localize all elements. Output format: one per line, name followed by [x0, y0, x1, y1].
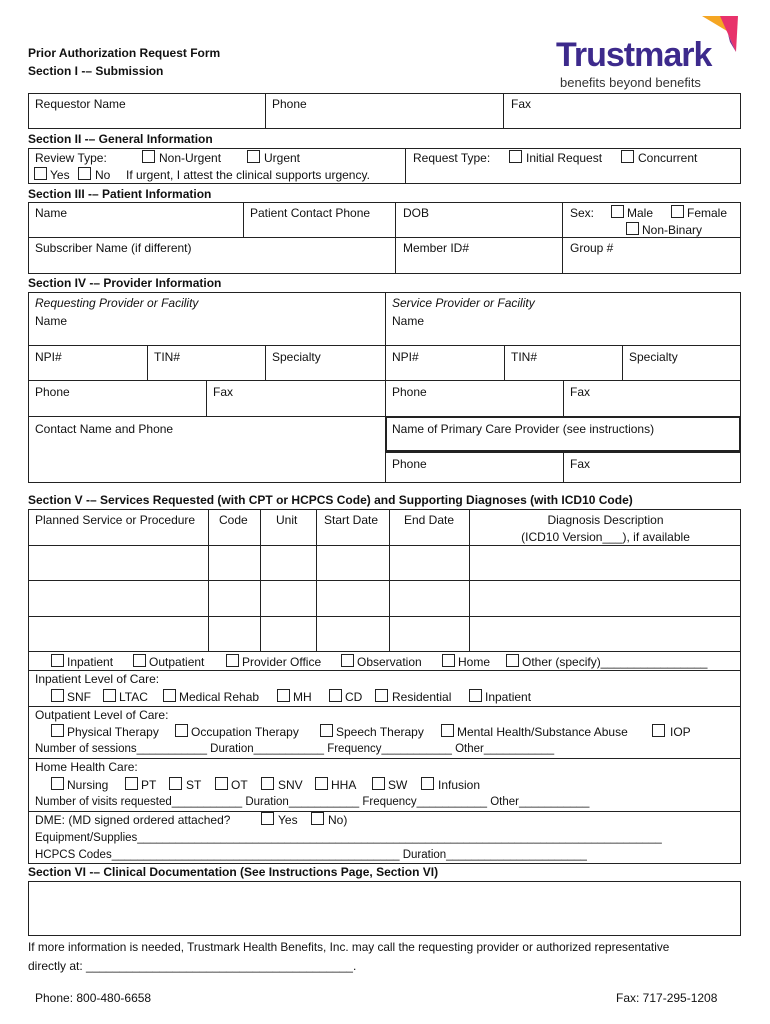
urgent-label: Urgent — [264, 151, 301, 165]
pcp-fax-field[interactable]: Fax — [570, 457, 591, 471]
male-label: Male — [627, 206, 654, 220]
place-observation-checkbox[interactable] — [341, 654, 354, 667]
clinical-documentation-field[interactable] — [28, 881, 741, 936]
mh-checkbox[interactable] — [277, 689, 290, 702]
service-provider-heading: Service Provider or Facility — [392, 296, 535, 310]
place-outpatient-checkbox[interactable] — [133, 654, 146, 667]
mental-health-checkbox[interactable] — [441, 724, 454, 737]
trustmark-logo — [552, 12, 742, 92]
contact-name-field[interactable]: Contact Name and Phone — [35, 422, 174, 436]
speech-therapy-checkbox[interactable] — [320, 724, 333, 737]
urgent-checkbox[interactable] — [247, 150, 260, 163]
residential-checkbox[interactable] — [375, 689, 388, 702]
col-diagnosis-version: (ICD10 Version___), if available — [521, 530, 690, 544]
footer-note-line1: If more information is needed, Trustmark Health Benefits, Inc. may call the requesting provider or authorized representative — [28, 940, 670, 954]
snv-label: SNV — [278, 778, 303, 792]
requesting-phone-field[interactable]: Phone — [35, 385, 70, 399]
speech-therapy-label: Speech Therapy — [336, 725, 424, 739]
residential-label: Residential — [392, 690, 452, 704]
dme-yes-label: Yes — [278, 813, 298, 827]
occupation-therapy-checkbox[interactable] — [175, 724, 188, 737]
section5-title: Section V -– Services Requested (with CPT or HCPCS Code) and Supporting Diagnoses (with ICD10 Code) — [28, 493, 633, 507]
footer-fax: Fax: 717-295-1208 — [616, 991, 718, 1005]
requesting-provider-heading: Requesting Provider or Facility — [35, 296, 199, 310]
outpatient-level-label: Outpatient Level of Care: — [35, 708, 169, 722]
subscriber-name-field[interactable]: Subscriber Name (if different) — [35, 241, 192, 255]
dob-field[interactable]: DOB — [403, 206, 430, 220]
ltac-label: LTAC — [119, 690, 148, 704]
initial-request-label: Initial Request — [526, 151, 603, 165]
non-urgent-checkbox[interactable] — [142, 150, 155, 163]
footer-phone: Phone: 800-480-6658 — [35, 991, 152, 1005]
patient-name-field[interactable]: Name — [35, 206, 68, 220]
dme-no-checkbox[interactable] — [311, 812, 324, 825]
group-field[interactable]: Group # — [570, 241, 614, 255]
section4-title: Section IV -– Provider Information — [28, 276, 222, 290]
patient-phone-field[interactable]: Patient Contact Phone — [250, 206, 371, 220]
place-inpatient-checkbox[interactable] — [51, 654, 64, 667]
pt-label: PT — [141, 778, 157, 792]
place-provider-office-label: Provider Office — [242, 655, 322, 669]
home-frequency-fields[interactable]: Number of visits requested___________ Duration___________ Frequency___________ Other___________ — [35, 796, 590, 808]
female-label: Female — [687, 206, 728, 220]
cd-checkbox[interactable] — [329, 689, 342, 702]
service-fax-field[interactable]: Fax — [570, 385, 591, 399]
col-planned-service: Planned Service or Procedure — [35, 513, 196, 527]
review-type-label: Review Type: — [35, 151, 107, 165]
ot-label: OT — [231, 778, 248, 792]
iop-checkbox[interactable] — [652, 724, 665, 737]
physical-therapy-label: Physical Therapy — [67, 725, 159, 739]
sex-label: Sex: — [570, 206, 595, 220]
male-checkbox[interactable] — [611, 205, 624, 218]
member-id-field[interactable]: Member ID# — [403, 241, 470, 255]
service-specialty-field[interactable]: Specialty — [629, 350, 678, 364]
mental-health-label: Mental Health/Substance Abuse — [457, 725, 628, 739]
place-inpatient-label: Inpatient — [67, 655, 114, 669]
hcpcs-codes-field[interactable]: HCPCS Codes_____________________________________________ Duration______________________ — [35, 849, 587, 861]
yes-label: Yes — [50, 168, 70, 182]
home-health-label: Home Health Care: — [35, 760, 138, 774]
requesting-fax-field[interactable]: Fax — [213, 385, 234, 399]
st-label: ST — [186, 778, 202, 792]
section1-box — [28, 93, 741, 129]
infusion-label: Infusion — [438, 778, 481, 792]
place-home-label: Home — [458, 655, 491, 669]
dme-no-label: No) — [328, 813, 348, 827]
requesting-npi-field[interactable]: NPI# — [35, 350, 62, 364]
requestor-name-field[interactable]: Requestor Name — [35, 97, 126, 111]
dme-label: DME: (MD signed ordered attached? — [35, 813, 231, 827]
section2-title: Section II -– General Information — [28, 132, 213, 146]
logo-tagline: benefits beyond benefits — [560, 75, 701, 90]
service-phone-field[interactable]: Phone — [392, 385, 427, 399]
inpatient-loc-checkbox[interactable] — [469, 689, 482, 702]
col-end-date: End Date — [404, 513, 455, 527]
place-observation-label: Observation — [357, 655, 422, 669]
yes-checkbox[interactable] — [34, 167, 47, 180]
st-checkbox[interactable] — [169, 777, 182, 790]
non-urgent-label: Non-Urgent — [159, 151, 222, 165]
medical-rehab-label: Medical Rehab — [179, 690, 260, 704]
concurrent-checkbox[interactable] — [621, 150, 634, 163]
mh-label: MH — [293, 690, 312, 704]
service-name-field[interactable]: Name — [392, 314, 425, 328]
initial-request-checkbox[interactable] — [509, 150, 522, 163]
non-binary-checkbox[interactable] — [626, 222, 639, 235]
dme-yes-checkbox[interactable] — [261, 812, 274, 825]
equipment-supplies-field[interactable]: Equipment/Supplies__________________________________________________________________________________ — [35, 832, 662, 844]
infusion-checkbox[interactable] — [421, 777, 434, 790]
requesting-tin-field[interactable]: TIN# — [154, 350, 181, 364]
col-diagnosis: Diagnosis Description — [547, 513, 664, 527]
requestor-fax-field[interactable]: Fax — [511, 97, 532, 111]
no-checkbox[interactable] — [78, 167, 91, 180]
female-checkbox[interactable] — [671, 205, 684, 218]
pcp-phone-field[interactable]: Phone — [392, 457, 427, 471]
place-outpatient-label: Outpatient — [149, 655, 205, 669]
request-type-label: Request Type: — [413, 151, 491, 165]
no-label: No — [95, 168, 111, 182]
sw-checkbox[interactable] — [372, 777, 385, 790]
place-provider-office-checkbox[interactable] — [226, 654, 239, 667]
hha-checkbox[interactable] — [315, 777, 328, 790]
logo-text: Trustmark — [556, 36, 712, 74]
section1-title: Section I -– Submission — [28, 64, 164, 78]
nursing-label: Nursing — [67, 778, 109, 792]
section3-title: Section III -– Patient Information — [28, 187, 212, 201]
inpatient-level-label: Inpatient Level of Care: — [35, 672, 160, 686]
iop-label: IOP — [670, 725, 691, 739]
col-start-date: Start Date — [324, 513, 379, 527]
snf-checkbox[interactable] — [51, 689, 64, 702]
ltac-checkbox[interactable] — [103, 689, 116, 702]
form-title: Prior Authorization Request Form — [28, 46, 221, 60]
pcp-name-field[interactable]: Name of Primary Care Provider (see instructions) — [392, 422, 655, 436]
physical-therapy-checkbox[interactable] — [51, 724, 64, 737]
nursing-checkbox[interactable] — [51, 777, 64, 790]
inpatient-loc-label: Inpatient — [485, 690, 532, 704]
service-npi-field[interactable]: NPI# — [392, 350, 419, 364]
requestor-phone-field[interactable]: Phone — [272, 97, 307, 111]
section6-title: Section VI -– Clinical Documentation (See Instructions Page, Section VI) — [28, 865, 439, 879]
medical-rehab-checkbox[interactable] — [163, 689, 176, 702]
requesting-name-field[interactable]: Name — [35, 314, 68, 328]
snv-checkbox[interactable] — [261, 777, 274, 790]
ot-checkbox[interactable] — [215, 777, 228, 790]
occupation-therapy-label: Occupation Therapy — [191, 725, 299, 739]
place-other-field[interactable]: Other (specify)________________ — [522, 655, 708, 669]
service-tin-field[interactable]: TIN# — [511, 350, 538, 364]
requesting-specialty-field[interactable]: Specialty — [272, 350, 321, 364]
place-home-checkbox[interactable] — [442, 654, 455, 667]
pt-checkbox[interactable] — [125, 777, 138, 790]
cd-label: CD — [345, 690, 363, 704]
col-code: Code — [219, 513, 248, 527]
outpatient-frequency-fields[interactable]: Number of sessions___________ Duration___________ Frequency___________ Other___________ — [35, 743, 555, 755]
hha-label: HHA — [331, 778, 357, 792]
snf-label: SNF — [67, 690, 91, 704]
concurrent-label: Concurrent — [638, 151, 698, 165]
non-binary-label: Non-Binary — [642, 223, 703, 237]
sw-label: SW — [388, 778, 408, 792]
col-unit: Unit — [276, 513, 298, 527]
footer-note-line2: directly at: ________________________________________. — [28, 959, 357, 973]
place-other-checkbox[interactable] — [506, 654, 519, 667]
attest-text: If urgent, I attest the clinical supports urgency. — [126, 168, 370, 182]
